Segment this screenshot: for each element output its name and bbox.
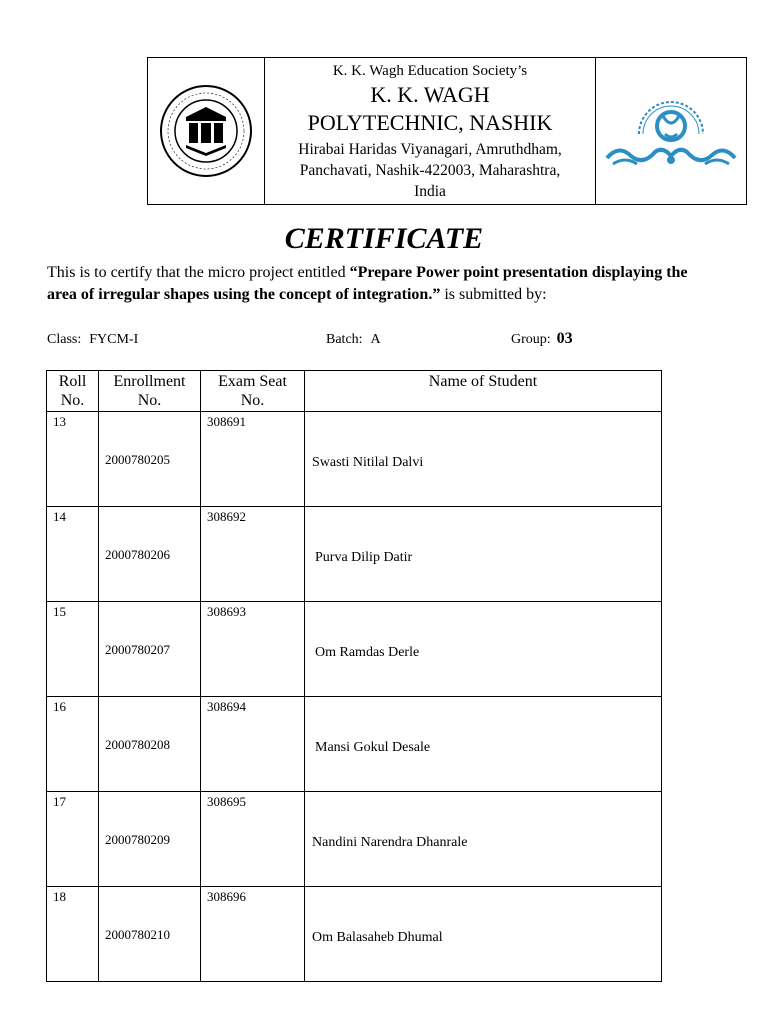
address-line1: Hirabai Haridas Viyanagari, Amruthdham, xyxy=(298,141,562,158)
name-cell xyxy=(305,412,662,507)
header-text: Roll xyxy=(58,373,87,390)
table-header-row xyxy=(47,371,662,412)
name-cell xyxy=(305,697,662,792)
header-text: Name of Student xyxy=(428,373,538,390)
seat-cell xyxy=(201,412,305,507)
project-title: “Prepare Power point presentation displaying the area of irregular shapes using the concept of integration.” xyxy=(47,264,688,303)
roll-cell xyxy=(47,602,99,697)
left-logo-cell xyxy=(148,58,265,204)
seat-cell xyxy=(201,792,305,887)
roll-no: 18 xyxy=(53,889,66,904)
name-cell xyxy=(305,887,662,982)
table-row xyxy=(47,887,662,982)
exam-seat-no-header xyxy=(201,371,305,412)
enrollment-no: 2000780210 xyxy=(105,927,170,942)
seat-cell xyxy=(201,602,305,697)
group-value: 03 xyxy=(556,330,573,347)
enrollment-no-header xyxy=(99,371,201,412)
name-cell xyxy=(305,792,662,887)
roll-no: 14 xyxy=(53,509,66,524)
table-row xyxy=(47,602,662,697)
statement-intro: This is to certify that the micro project entitled xyxy=(47,264,350,281)
enrollment-no: 2000780207 xyxy=(105,642,170,657)
roll-no: 13 xyxy=(53,414,66,429)
exam-seat-no: 308691 xyxy=(207,414,246,429)
name-cell xyxy=(305,602,662,697)
address-line2: Panchavati, Nashik-422003, Maharashtra, xyxy=(299,162,561,179)
roll-cell xyxy=(47,507,99,602)
class-value: FYCM-I xyxy=(89,332,139,347)
seat-cell xyxy=(201,507,305,602)
exam-seat-no: 308693 xyxy=(207,604,246,619)
enrollment-cell xyxy=(99,507,201,602)
student-name: Mansi Gokul Desale xyxy=(315,740,431,755)
student-name: Om Ramdas Derle xyxy=(315,645,420,660)
student-name: Nandini Narendra Dhanrale xyxy=(312,835,468,850)
enrollment-no: 2000780205 xyxy=(105,452,170,467)
table-row xyxy=(47,792,662,887)
roll-no: 17 xyxy=(53,794,66,809)
student-name-header xyxy=(305,371,662,412)
enrollment-no: 2000780209 xyxy=(105,832,170,847)
roll-no: 16 xyxy=(53,699,66,714)
enrollment-cell xyxy=(99,792,201,887)
enrollment-cell xyxy=(99,602,201,697)
group-info xyxy=(511,329,573,350)
group-label: Group: xyxy=(511,332,551,347)
class-info xyxy=(47,330,138,350)
student-name: Swasti Nitilal Dalvi xyxy=(312,455,424,470)
exam-seat-no: 308692 xyxy=(207,509,246,524)
certificate-statement xyxy=(47,262,707,306)
student-name: Om Balasaheb Dhumal xyxy=(312,930,443,945)
roll-no-header xyxy=(47,371,99,412)
header-text: Enrollment xyxy=(113,373,186,390)
exam-seat-no: 308694 xyxy=(207,699,246,714)
enrollment-no: 2000780208 xyxy=(105,737,170,752)
student-name: Purva Dilip Datir xyxy=(315,550,413,565)
batch-info xyxy=(326,330,381,350)
institute-info xyxy=(265,58,596,204)
college-name-line1: K. K. WAGH xyxy=(370,82,490,107)
enrollment-no: 2000780206 xyxy=(105,547,170,562)
right-logo-cell xyxy=(596,58,746,204)
roll-cell xyxy=(47,792,99,887)
enrollment-cell xyxy=(99,697,201,792)
statement-outro: is submitted by: xyxy=(440,286,547,303)
student-table xyxy=(46,370,662,982)
board-of-technical-education-seal-icon xyxy=(158,83,254,179)
header-text: Exam Seat xyxy=(218,373,287,390)
header-text: No. xyxy=(137,392,162,409)
seat-cell xyxy=(201,697,305,792)
table-row xyxy=(47,697,662,792)
roll-no: 15 xyxy=(53,604,66,619)
table-row xyxy=(47,507,662,602)
enrollment-cell xyxy=(99,412,201,507)
society-name: K. K. Wagh Education Society’s xyxy=(332,63,528,79)
seat-cell xyxy=(201,887,305,982)
table-row xyxy=(47,412,662,507)
certificate-title: CERTIFICATE xyxy=(284,222,484,255)
header-text: No. xyxy=(240,392,265,409)
enrollment-cell xyxy=(99,887,201,982)
college-name-line2: POLYTECHNIC, NASHIK xyxy=(307,110,553,135)
header-text: No. xyxy=(60,392,85,409)
name-cell xyxy=(305,507,662,602)
kk-wagh-society-emblem-icon xyxy=(603,86,739,176)
exam-seat-no: 308695 xyxy=(207,794,246,809)
roll-cell xyxy=(47,887,99,982)
roll-cell xyxy=(47,697,99,792)
address-block xyxy=(265,139,595,202)
roll-cell xyxy=(47,412,99,507)
class-label: Class: xyxy=(47,332,82,347)
batch-label: Batch: xyxy=(326,332,363,347)
batch-value: A xyxy=(370,332,381,347)
exam-seat-no: 308696 xyxy=(207,889,246,904)
institute-header xyxy=(147,57,747,205)
address-line3: India xyxy=(414,183,446,200)
